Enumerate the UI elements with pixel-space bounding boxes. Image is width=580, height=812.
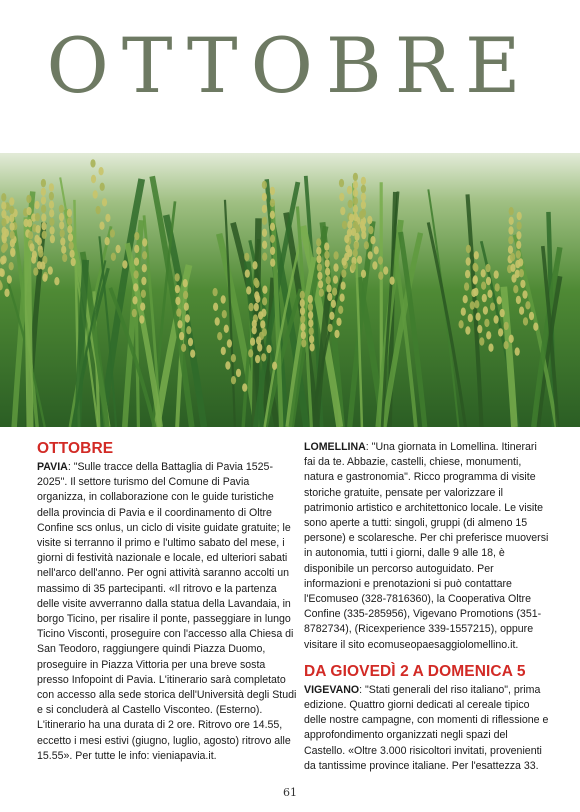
vigevano-entry	[304, 683, 550, 774]
vigevano-location: VIGEVANO	[304, 683, 360, 696]
vigevano-body: : "Stati generali del riso italiano", prima edizione. Quattro giorni dedicati al cereale tipico delle nostre campagne, con momenti di riflessione e approfondimento organizzati negli spazi del Castello. «Oltre 3.000 risicoltori invitati, provenienti da tantissime province italiane. Per l'esattezza 33.	[304, 683, 549, 772]
rice-paddy-photo	[0, 153, 580, 427]
pavia-entry	[37, 460, 299, 764]
pavia-location: PAVIA	[37, 461, 68, 473]
lomellina-entry	[304, 440, 550, 653]
page-title: OTTOBRE	[46, 21, 534, 110]
page-number: 61	[283, 786, 297, 799]
left-column	[37, 440, 299, 764]
pavia-body: : "Sulle tracce della Battaglia di Pavia 1525-2025". Il settore turismo del Comune di Pavia organizza, in collaborazione con le guide turistiche della provincia di Pavia e il coordinamento di Oltre Confine scs onlus, un ciclo di visite guidate gratuite; le visite si terranno il primo e l'ultimo sabato del mese, i giorni di festività nazionale e locale, ed ulteriori sabati nell'arco dell'anno. Per ogni attività saranno accolti un massimo di 35 partecipanti. «Il ritrovo e la partenza delle visite avverranno dalla statua della Lavandaia, in borgo Ticino, per risalire il ponte, passeggiare in lungo Ticino Visconti, proseguire con l'accesso alla Chiesa di San Teodoro, raggiungere quindi Piazza Duomo, proseguire in Piazza Vittoria per una breve sosta presso Infopoint di Pavia. L'itinerario sarà completato con accesso alla sede storica dell'Università degli Studi e si concluderà al Castello Visconteo. (Esterno). L'itinerario ha una durata di 2 ore. Ritrovo ore 14.55, eccetto i mesi estivi (giugno, luglio, agosto) ritrovo alle 15.55». Per tutte le info: vieniapavia.it.	[37, 461, 297, 762]
section-heading-dates: DA GIOVEDÌ 2 A DOMENICA 5	[304, 662, 526, 680]
section-heading-ottobre: OTTOBRE	[37, 440, 114, 457]
lomellina-body: : "Una giornata in Lomellina. Itinerari fai da te. Abbazie, castelli, chiese, monumenti, natura e gastronomia". Ricco programma di visite storiche gratuite, pensate per valorizzare il patrimonio artistico e architettonico locale. Le visite sono aperte a tutti: singoli, gruppi (di almeno 15 persone) e scolaresche. Per chi preferisce muoversi in autonomia, tutti i giorni, dalle 9 alle 18, è disponibile un percorso autoguidato. Per informazioni e prenotazioni si può contattare l'Ecomuseo (328-7816360), la Cooperativa Oltre Confine (335-285956), Vigevano Promotions (351- 8782734), (Ricexperience 339-1557215), oppure visitare il sito ecomuseopaesaggiolomellino.it.	[304, 441, 549, 651]
hero-image	[0, 153, 580, 427]
lomellina-location: LOMELLINA	[304, 441, 366, 453]
right-column	[304, 440, 550, 774]
